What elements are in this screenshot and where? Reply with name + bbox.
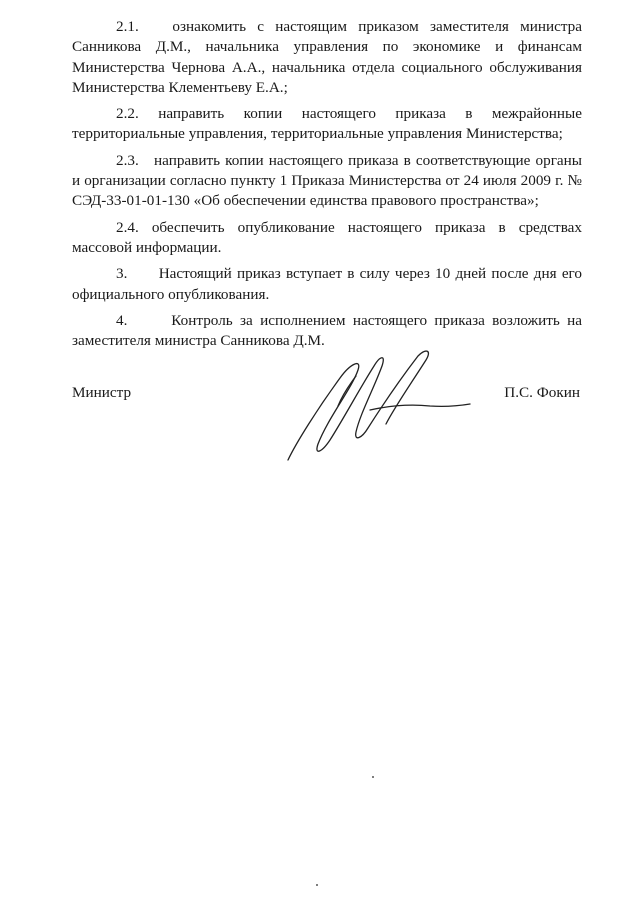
paragraph-number: 2.4. bbox=[116, 218, 139, 236]
paragraph-3 bbox=[72, 264, 582, 305]
handwritten-signature bbox=[278, 348, 478, 468]
paragraph-number: 4. bbox=[116, 311, 128, 329]
signatory-title: Министр bbox=[72, 384, 132, 401]
scan-speck bbox=[372, 776, 374, 778]
paragraph-number: 2.1. bbox=[116, 18, 139, 35]
signature-block bbox=[72, 384, 582, 408]
signatory-name: П.С. Фокин bbox=[504, 384, 580, 401]
paragraph-4 bbox=[72, 311, 582, 352]
paragraph-text: ознакомить с настоящим приказом заместителя министра Санникова Д.М., начальника управления по экономике и финансам Министерства Чернова А.А., начальника отдела социального обслуживания Министерства Клементьеву Е.А.; bbox=[72, 18, 583, 96]
paragraph-text: направить копии настоящего приказа в межрайонные территориальные управления, территориальные управления Министерства; bbox=[72, 105, 583, 143]
paragraph-number: 2.2. bbox=[116, 105, 139, 123]
paragraph-2-4 bbox=[72, 218, 582, 259]
paragraph-number: 2.3. bbox=[116, 151, 139, 169]
paragraph-2-2 bbox=[72, 104, 582, 145]
paragraph-2-3 bbox=[72, 151, 582, 212]
paragraph-2-1 bbox=[72, 17, 582, 98]
order-body bbox=[72, 17, 582, 357]
paragraph-text: обеспечить опубликование настоящего приказа в средствах массовой информации. bbox=[72, 218, 582, 256]
paragraph-text: Настоящий приказ вступает в силу через 10 дней после дня его официального опубликования. bbox=[72, 265, 582, 303]
paragraph-number: 3. bbox=[116, 265, 128, 283]
paragraph-text: Контроль за исполнением настоящего приказа возложить на заместителя министра Санникова Д.М. bbox=[72, 311, 582, 350]
scan-speck bbox=[316, 884, 318, 886]
paragraph-text: направить копии настоящего приказа в соответствующие органы и организации согласно пункту 1 Приказа Министерства от 24 июля 2009 г. № СЭД-33-01-01-130 «Об обеспечении единства правового пространства»; bbox=[72, 151, 582, 210]
